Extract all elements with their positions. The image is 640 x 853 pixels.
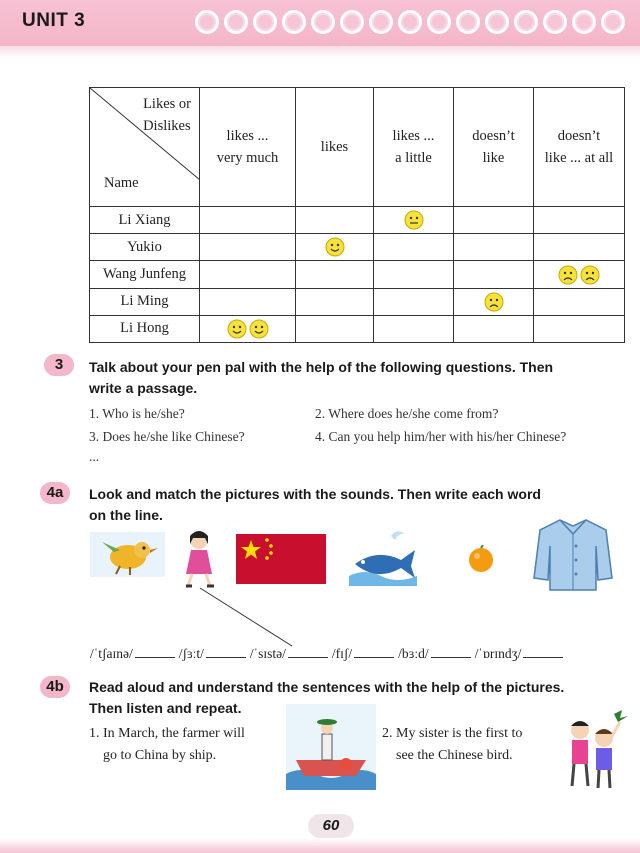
sentence-line: see the Chinese bird. (396, 748, 513, 763)
column-header (374, 88, 454, 207)
table-row (90, 315, 625, 342)
column-header-line: likes (320, 138, 349, 155)
question-4: 4. Can you help him/her with his/her Chinese? (315, 429, 567, 444)
phonetic-symbol: /ˈɒrɪndʒ/ (474, 646, 522, 661)
ring-decoration (340, 10, 364, 34)
ring-decoration (427, 10, 451, 34)
corner-likes-label (143, 94, 191, 138)
column-header (534, 88, 625, 207)
ring-decoration (456, 10, 480, 34)
likes-or-text: Likes or (143, 96, 191, 112)
table-cell (200, 261, 296, 288)
header-shadow (0, 46, 640, 58)
answer-blank[interactable] (523, 646, 563, 658)
student-name: Li Ming (90, 288, 200, 315)
ring-decoration (572, 10, 596, 34)
phonetic-symbol: /ʃɜːt/ (178, 646, 204, 661)
table-cell (374, 288, 454, 315)
column-header-line: very much (216, 150, 279, 167)
instruction-line: write a passage. (89, 380, 198, 396)
smiley-face-icon (249, 319, 269, 339)
table-cell (534, 288, 625, 315)
smiley-face-icon (325, 237, 345, 257)
section-4a-badge: 4a (40, 482, 70, 504)
unit-title: UNIT 3 (22, 10, 86, 31)
table-cell (296, 234, 374, 261)
shirt-picture (532, 516, 614, 592)
answer-blank[interactable] (354, 646, 394, 658)
farmer-ship-picture (286, 704, 376, 790)
table-row (90, 261, 625, 288)
student-name: Li Hong (90, 315, 200, 342)
ring-decoration (311, 10, 335, 34)
phonetics-row (90, 646, 630, 662)
table-body (90, 207, 625, 343)
ring-decoration (253, 10, 277, 34)
likes-table (89, 87, 625, 343)
table-row (90, 234, 625, 261)
match-line (196, 586, 296, 648)
table-cell (296, 207, 374, 234)
smiley-face-icon (227, 319, 247, 339)
answer-blank[interactable] (288, 646, 328, 658)
sisters-bird-picture (556, 708, 632, 792)
ring-decoration (514, 10, 538, 34)
section-3-instruction (89, 357, 629, 399)
table-cell (200, 207, 296, 234)
column-header-line: like ... at all (544, 150, 614, 167)
column-header (200, 88, 296, 207)
column-header (296, 88, 374, 207)
neutral-face-icon (404, 210, 424, 230)
student-name: Li Xiang (90, 207, 200, 234)
frown-face-icon (558, 265, 578, 285)
student-name: Yukio (90, 234, 200, 261)
table-cell (200, 315, 296, 342)
ring-decoration (398, 10, 422, 34)
ring-decoration (195, 10, 219, 34)
girl-picture (178, 528, 220, 590)
column-header-line: doesn’t (557, 127, 601, 144)
dislikes-text: Dislikes (143, 117, 191, 134)
instruction-line: Talk about your pen pal with the help of the following questions. Then (89, 359, 554, 375)
ring-decoration (543, 10, 567, 34)
table-cell (534, 207, 625, 234)
column-header-line: likes ... (392, 127, 435, 144)
column-header-line: like (482, 150, 505, 167)
orange-picture (466, 545, 496, 573)
table-header-row (90, 88, 625, 207)
question-ellipsis: ... (89, 449, 100, 464)
table-cell (454, 315, 534, 342)
phonetic-symbol: /fɪʃ/ (331, 646, 353, 661)
table-cell (534, 261, 625, 288)
bird-picture (90, 532, 165, 577)
ring-decoration (282, 10, 306, 34)
table-cell (296, 315, 374, 342)
table-cell (374, 261, 454, 288)
table-cell (374, 234, 454, 261)
ring-decoration (224, 10, 248, 34)
unit-header (0, 0, 640, 46)
table-row (90, 207, 625, 234)
answer-blank[interactable] (206, 646, 246, 658)
question-1: 1. Who is he/she? (89, 406, 185, 421)
instruction-line: on the line. (89, 507, 163, 523)
column-header-line: doesn’t (472, 127, 515, 144)
phonetic-symbol: /ˈsɪstə/ (249, 646, 286, 661)
decorative-rings (195, 6, 635, 36)
ring-decoration (369, 10, 393, 34)
footer-band (0, 838, 640, 853)
table-cell (374, 207, 454, 234)
sentence-line: go to China by ship. (103, 748, 217, 763)
fish-picture (345, 526, 421, 586)
question-2: 2. Where does he/she come from? (315, 406, 499, 421)
column-header-line: a little (395, 150, 432, 167)
table-cell (296, 288, 374, 315)
table-cell (200, 288, 296, 315)
ring-decoration (601, 10, 625, 34)
page-number: 60 (308, 814, 354, 838)
section-4b-badge: 4b (40, 676, 70, 698)
phonetic-symbol: /bɜːd/ (398, 646, 429, 661)
table-cell (200, 234, 296, 261)
table-cell (454, 261, 534, 288)
sentence-line: 2. My sister is the first to (382, 726, 523, 741)
table-cell (296, 261, 374, 288)
table-cell (454, 234, 534, 261)
column-header-line: likes ... (226, 127, 269, 144)
table-cell (454, 207, 534, 234)
table-cell (534, 315, 625, 342)
sentence-line: 1. In March, the farmer will (89, 726, 245, 741)
instruction-line: Read aloud and understand the sentences with the help of the pictures. (89, 679, 565, 695)
answer-blank[interactable] (135, 646, 175, 658)
corner-cell (90, 88, 200, 207)
frown-face-icon (580, 265, 600, 285)
table-cell (534, 234, 625, 261)
instruction-line: Look and match the pictures with the sounds. Then write each word (89, 486, 541, 502)
ring-decoration (485, 10, 509, 34)
chinese-flag-picture (236, 534, 326, 584)
phonetic-symbol: /ˈtʃaɪnə/ (90, 646, 133, 661)
section-3-badge: 3 (44, 354, 74, 376)
table-cell (374, 315, 454, 342)
sentence-1 (89, 723, 245, 767)
table-row (90, 288, 625, 315)
frown-face-icon (484, 292, 504, 312)
student-name: Wang Junfeng (90, 261, 200, 288)
instruction-line: Then listen and repeat. (89, 700, 242, 716)
table-cell (454, 288, 534, 315)
sentence-2 (382, 723, 522, 767)
question-3: 3. Does he/she like Chinese? (89, 429, 245, 444)
column-header (454, 88, 534, 207)
corner-name-label: Name (104, 174, 139, 191)
answer-blank[interactable] (431, 646, 471, 658)
